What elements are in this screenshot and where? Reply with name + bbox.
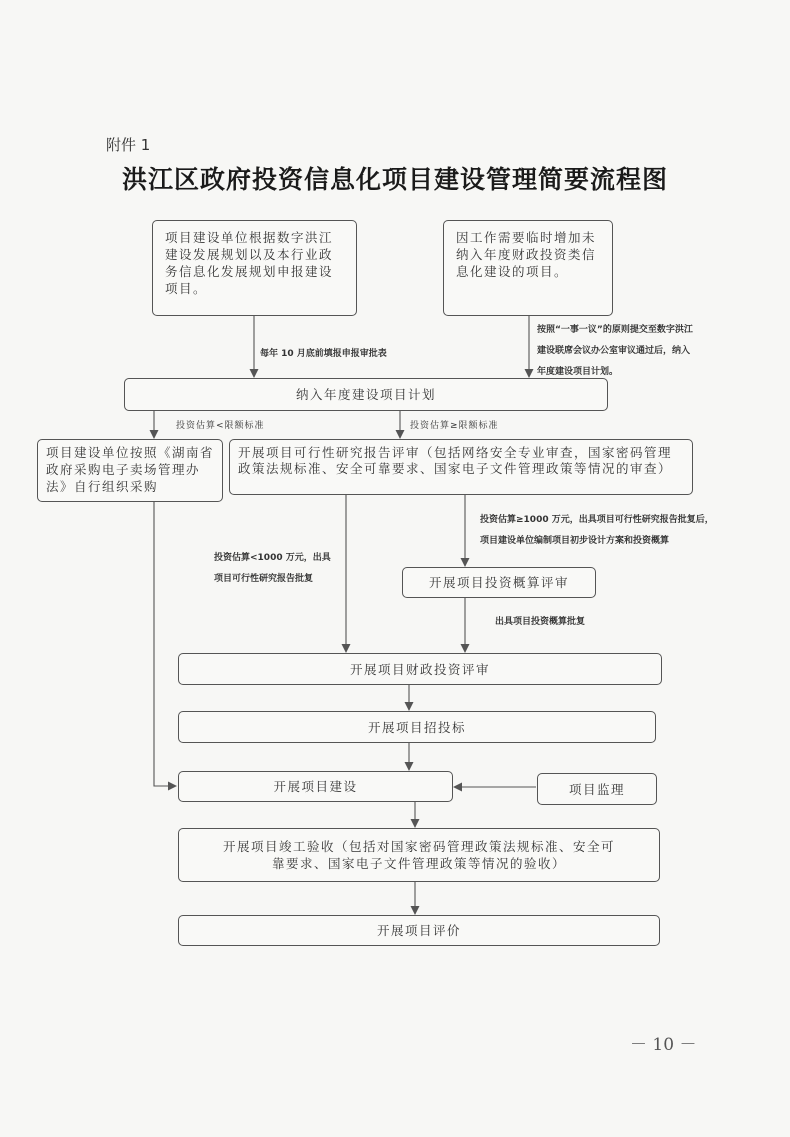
note-under-1000-line1: 投资估算<1000 万元，出具 [214, 553, 331, 563]
note-report-deadline: 每年 10 月底前填报申报审批表 [260, 349, 387, 359]
note-one-matter-line1: 按照“一事一议”的原则提交至数字洪江 [537, 325, 693, 335]
note-one-matter-line3: 年度建设项目计划。 [537, 367, 619, 377]
note-budget-approval: 出具项目投资概算批复 [495, 617, 586, 627]
page-title: 洪江区政府投资信息化项目建设管理简要流程图 [121, 165, 668, 194]
box-supervision: 项目监理 [537, 773, 657, 805]
box-finance-review: 开展项目财政投资评审 [178, 653, 662, 685]
box-budget-review: 开展项目投资概算评审 [402, 567, 596, 598]
note-over-1000-line2: 项目建设单位编制项目初步设计方案和投资概算 [480, 536, 670, 546]
note-above-limit: 投资估算≥限额标准 [410, 421, 499, 431]
attachment-label: 附件 1 [106, 136, 151, 154]
box-source-plan: 项目建设单位根据数字洪江建设发展规划以及本行业政务信息化发展规划申报建设项目。 [152, 220, 357, 316]
note-under-1000-line2: 项目可行性研究报告批复 [214, 574, 314, 584]
box-source-temporary: 因工作需要临时增加未纳入年度财政投资类信息化建设的项目。 [443, 220, 613, 316]
page-number: － 10 － [630, 1035, 697, 1055]
box-evaluation: 开展项目评价 [178, 915, 660, 946]
box-self-procure: 项目建设单位按照《湖南省政府采购电子卖场管理办法》自行组织采购 [37, 439, 223, 502]
box-construction: 开展项目建设 [178, 771, 453, 802]
box-bidding: 开展项目招投标 [178, 711, 656, 743]
note-one-matter-line2: 建设联席会议办公室审议通过后，纳入 [537, 346, 691, 356]
note-below-limit: 投资估算<限额标准 [176, 421, 265, 431]
box-annual-plan: 纳入年度建设项目计划 [124, 378, 608, 411]
box-feasibility-review: 开展项目可行性研究报告评审（包括网络安全专业审查，国家密码管理政策法规标准、安全可靠要求、国家电子文件管理政策等情况的审查） [229, 439, 693, 495]
note-over-1000-line1: 投资估算≥1000 万元，出具项目可行性研究报告批复后， [480, 515, 714, 525]
arrow-self-procure-to-construction [154, 502, 176, 786]
box-acceptance: 开展项目竣工验收（包括对国家密码管理政策法规标准、安全可靠要求、国家电子文件管理政策等情况的验收） [178, 828, 660, 882]
